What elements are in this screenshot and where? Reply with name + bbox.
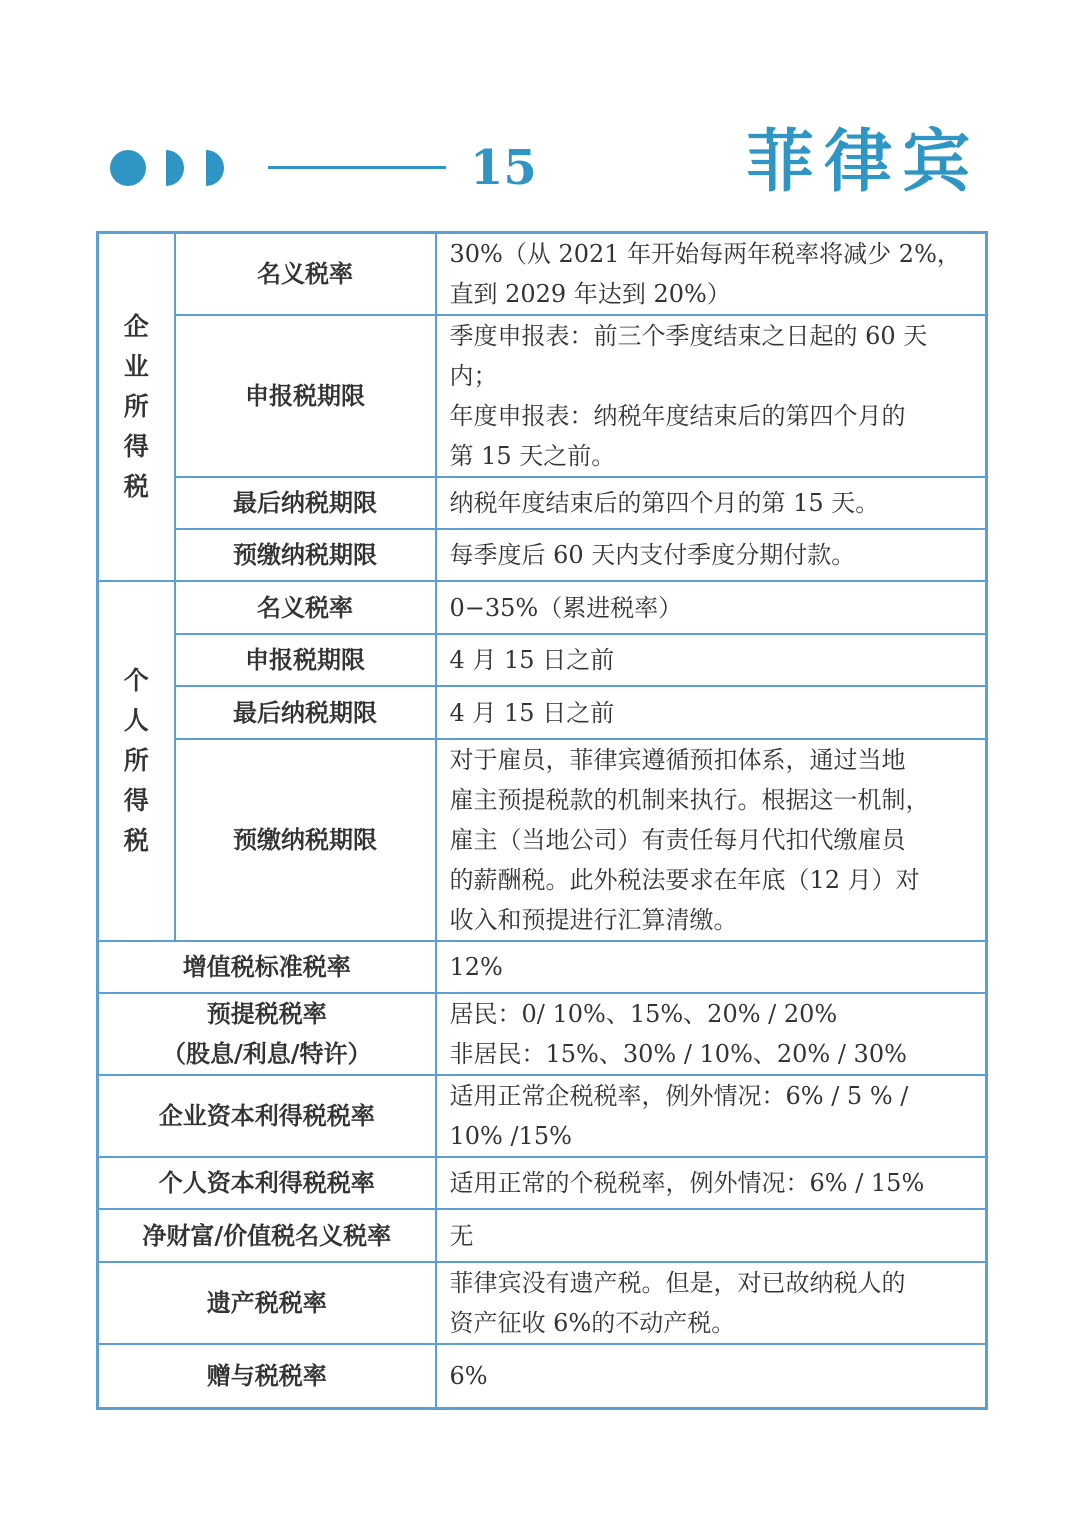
table-row [98, 233, 987, 316]
table-row [98, 739, 987, 941]
row-value: 居民：0/ 10%、15%、20% / 20% 非居民：15%、30% / 10%、20% / 30% [436, 993, 987, 1075]
circle-icon [110, 150, 146, 186]
row-label: 最后纳税期限 [175, 686, 436, 739]
row-label: 申报税期限 [175, 315, 436, 477]
row-value: 4 月 15 日之前 [436, 634, 987, 686]
header-divider [268, 166, 446, 169]
group-label-individual: 个 人 所 得 税 [98, 581, 175, 941]
table-row [98, 1209, 987, 1262]
table-row [98, 634, 987, 686]
row-label: 企业资本利得税税率 [98, 1075, 436, 1157]
row-value: 6% [436, 1344, 987, 1408]
table-row [98, 686, 987, 739]
half-circle-icon [166, 150, 184, 186]
table-row [98, 1075, 987, 1157]
row-value: 0−35%（累进税率） [436, 581, 987, 634]
table-row [98, 477, 987, 529]
row-value: 12% [436, 941, 987, 993]
row-label: 预提税税率 （股息/利息/特许） [98, 993, 436, 1075]
row-label: 预缴纳税期限 [175, 739, 436, 941]
row-value: 每季度后 60 天内支付季度分期付款。 [436, 529, 987, 581]
row-value: 菲律宾没有遗产税。但是，对已故纳税人的 资产征收 6%的不动产税。 [436, 1262, 987, 1344]
row-value: 季度申报表：前三个季度结束之日起的 60 天 内； 年度申报表：纳税年度结束后的第四个月的 第 15 天之前。 [436, 315, 987, 477]
row-label: 个人资本利得税税率 [98, 1157, 436, 1209]
row-label: 增值税标准税率 [98, 941, 436, 993]
row-value: 30%（从 2021 年开始每两年税率将减少 2%， 直到 2029 年达到 20%） [436, 233, 987, 316]
row-label: 遗产税税率 [98, 1262, 436, 1344]
row-value: 纳税年度结束后的第四个月的第 15 天。 [436, 477, 987, 529]
row-label: 预缴纳税期限 [175, 529, 436, 581]
table-row [98, 581, 987, 634]
tax-table [96, 231, 988, 1410]
group-label-corporate: 企 业 所 得 税 [98, 233, 175, 582]
page-header [0, 0, 1080, 230]
row-value: 无 [436, 1209, 987, 1262]
row-label: 名义税率 [175, 581, 436, 634]
table-row [98, 941, 987, 993]
row-value: 适用正常的个税税率，例外情况：6% / 15% [436, 1157, 987, 1209]
table-row [98, 993, 987, 1075]
row-value: 4 月 15 日之前 [436, 686, 987, 739]
row-label: 最后纳税期限 [175, 477, 436, 529]
row-value: 对于雇员，菲律宾遵循预扣体系，通过当地 雇主预提税款的机制来执行。根据这一机制， 雇主（当地公司）有责任每月代扣代缴雇员 的薪酬税。此外税法要求在年底（12 月）对 收入和预提进行汇算清缴。 [436, 739, 987, 941]
half-circle-icon [206, 150, 224, 186]
row-label: 名义税率 [175, 233, 436, 316]
row-label: 净财富/价值税名义税率 [98, 1209, 436, 1262]
table-row [98, 1157, 987, 1209]
row-label: 申报税期限 [175, 634, 436, 686]
table-row [98, 529, 987, 581]
row-label: 赠与税税率 [98, 1344, 436, 1408]
page-title: 菲律宾 [745, 122, 980, 202]
page-number: 15 [470, 140, 537, 196]
table-row [98, 1262, 987, 1344]
row-value: 适用正常企税税率，例外情况：6% / 5 % / 10% /15% [436, 1075, 987, 1157]
table-row [98, 1344, 987, 1408]
table-row [98, 315, 987, 477]
